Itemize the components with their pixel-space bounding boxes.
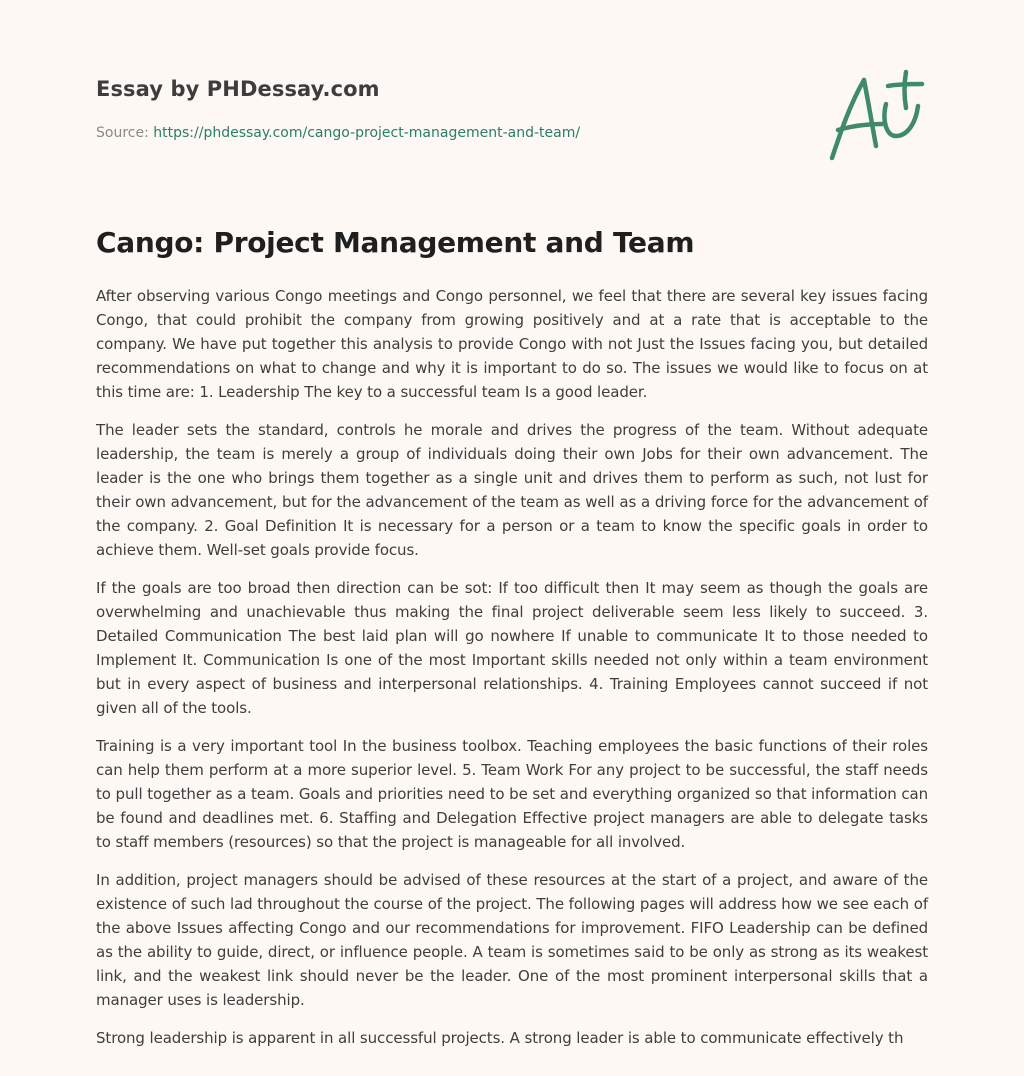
essay-paragraph: In addition, project managers should be advised of these resources at the start of a project, and aware of the existence of such lad throughout the course of the project. The following pages will address how we see each of the above Issues affecting Congo and our recommendations for improvement. FIFO Leadership can be defined as the ability to guide, direct, or influence people. A team is sometimes said to be only as strong as its weakest link, and the weakest link should never be the leader. One of the most prominent interpersonal skills that a manager uses is leadership. — [96, 871, 928, 1009]
source-link[interactable]: https://phdessay.com/cango-project-management-and-team/ — [153, 125, 581, 141]
source-label: Source: — [96, 125, 154, 141]
essay-body — [96, 284, 928, 1064]
essay-paragraph: The leader sets the standard, controls he morale and drives the progress of the team. Without adequate leadership, the team is merely a group of individuals doing their own Jobs for their own advancement. The leader is the one who brings them together as a single unit and drives them to perform as such, not lust for their own advancement, but for the advancement of the team as well as a driving force for the advancement of the company. 2. Goal Definition It is necessary for a person or a team to know the specific goals in order to achieve them. Well-set goals provide focus. — [96, 421, 928, 559]
essay-paragraph: Strong leadership is apparent in all successful projects. A strong leader is able to communicate effectively th — [96, 1029, 904, 1047]
essay-paragraph: After observing various Congo meetings and Congo personnel, we feel that there are several key issues facing Congo, that could prohibit the company from growing positively and at a rate that is acceptable to the company. We have put together this analysis to provide Congo with not Just the Issues facing you, but detailed recommendations on what to change and why it is important to do so. The issues we would like to focus on at this time are: 1. Leadership The key to a successful team Is a good leader. — [96, 287, 928, 401]
essay-page — [96, 0, 928, 1076]
site-title: Essay by PHDessay.com — [96, 77, 380, 101]
source-line — [96, 125, 580, 141]
a-plus-logo-icon — [824, 66, 928, 166]
page-header — [96, 0, 928, 200]
essay-paragraph: If the goals are too broad then direction can be sot: If too difficult then It may seem as though the goals are overwhelming and unachievable thus making the final project deliverable seem less likely to succeed. 3. Detailed Communication The best laid plan will go nowhere If unable to communicate It to those needed to Implement It. Communication Is one of the most Important skills needed not only within a team environment but in every aspect of business and interpersonal relationships. 4. Training Employees cannot succeed if not given all of the tools. — [96, 579, 928, 717]
essay-paragraph: Training is a very important tool In the business toolbox. Teaching employees the basic functions of their roles can help them perform at a more superior level. 5. Team Work For any project to be successful, the staff needs to pull together as a team. Goals and priorities need to be set and everything organized so that information can be found and deadlines met. 6. Staffing and Delegation Effective project managers are able to delegate tasks to staff members (resources) so that the project is manageable for all involved. — [96, 737, 928, 851]
essay-title: Cango: Project Management and Team — [96, 226, 695, 259]
